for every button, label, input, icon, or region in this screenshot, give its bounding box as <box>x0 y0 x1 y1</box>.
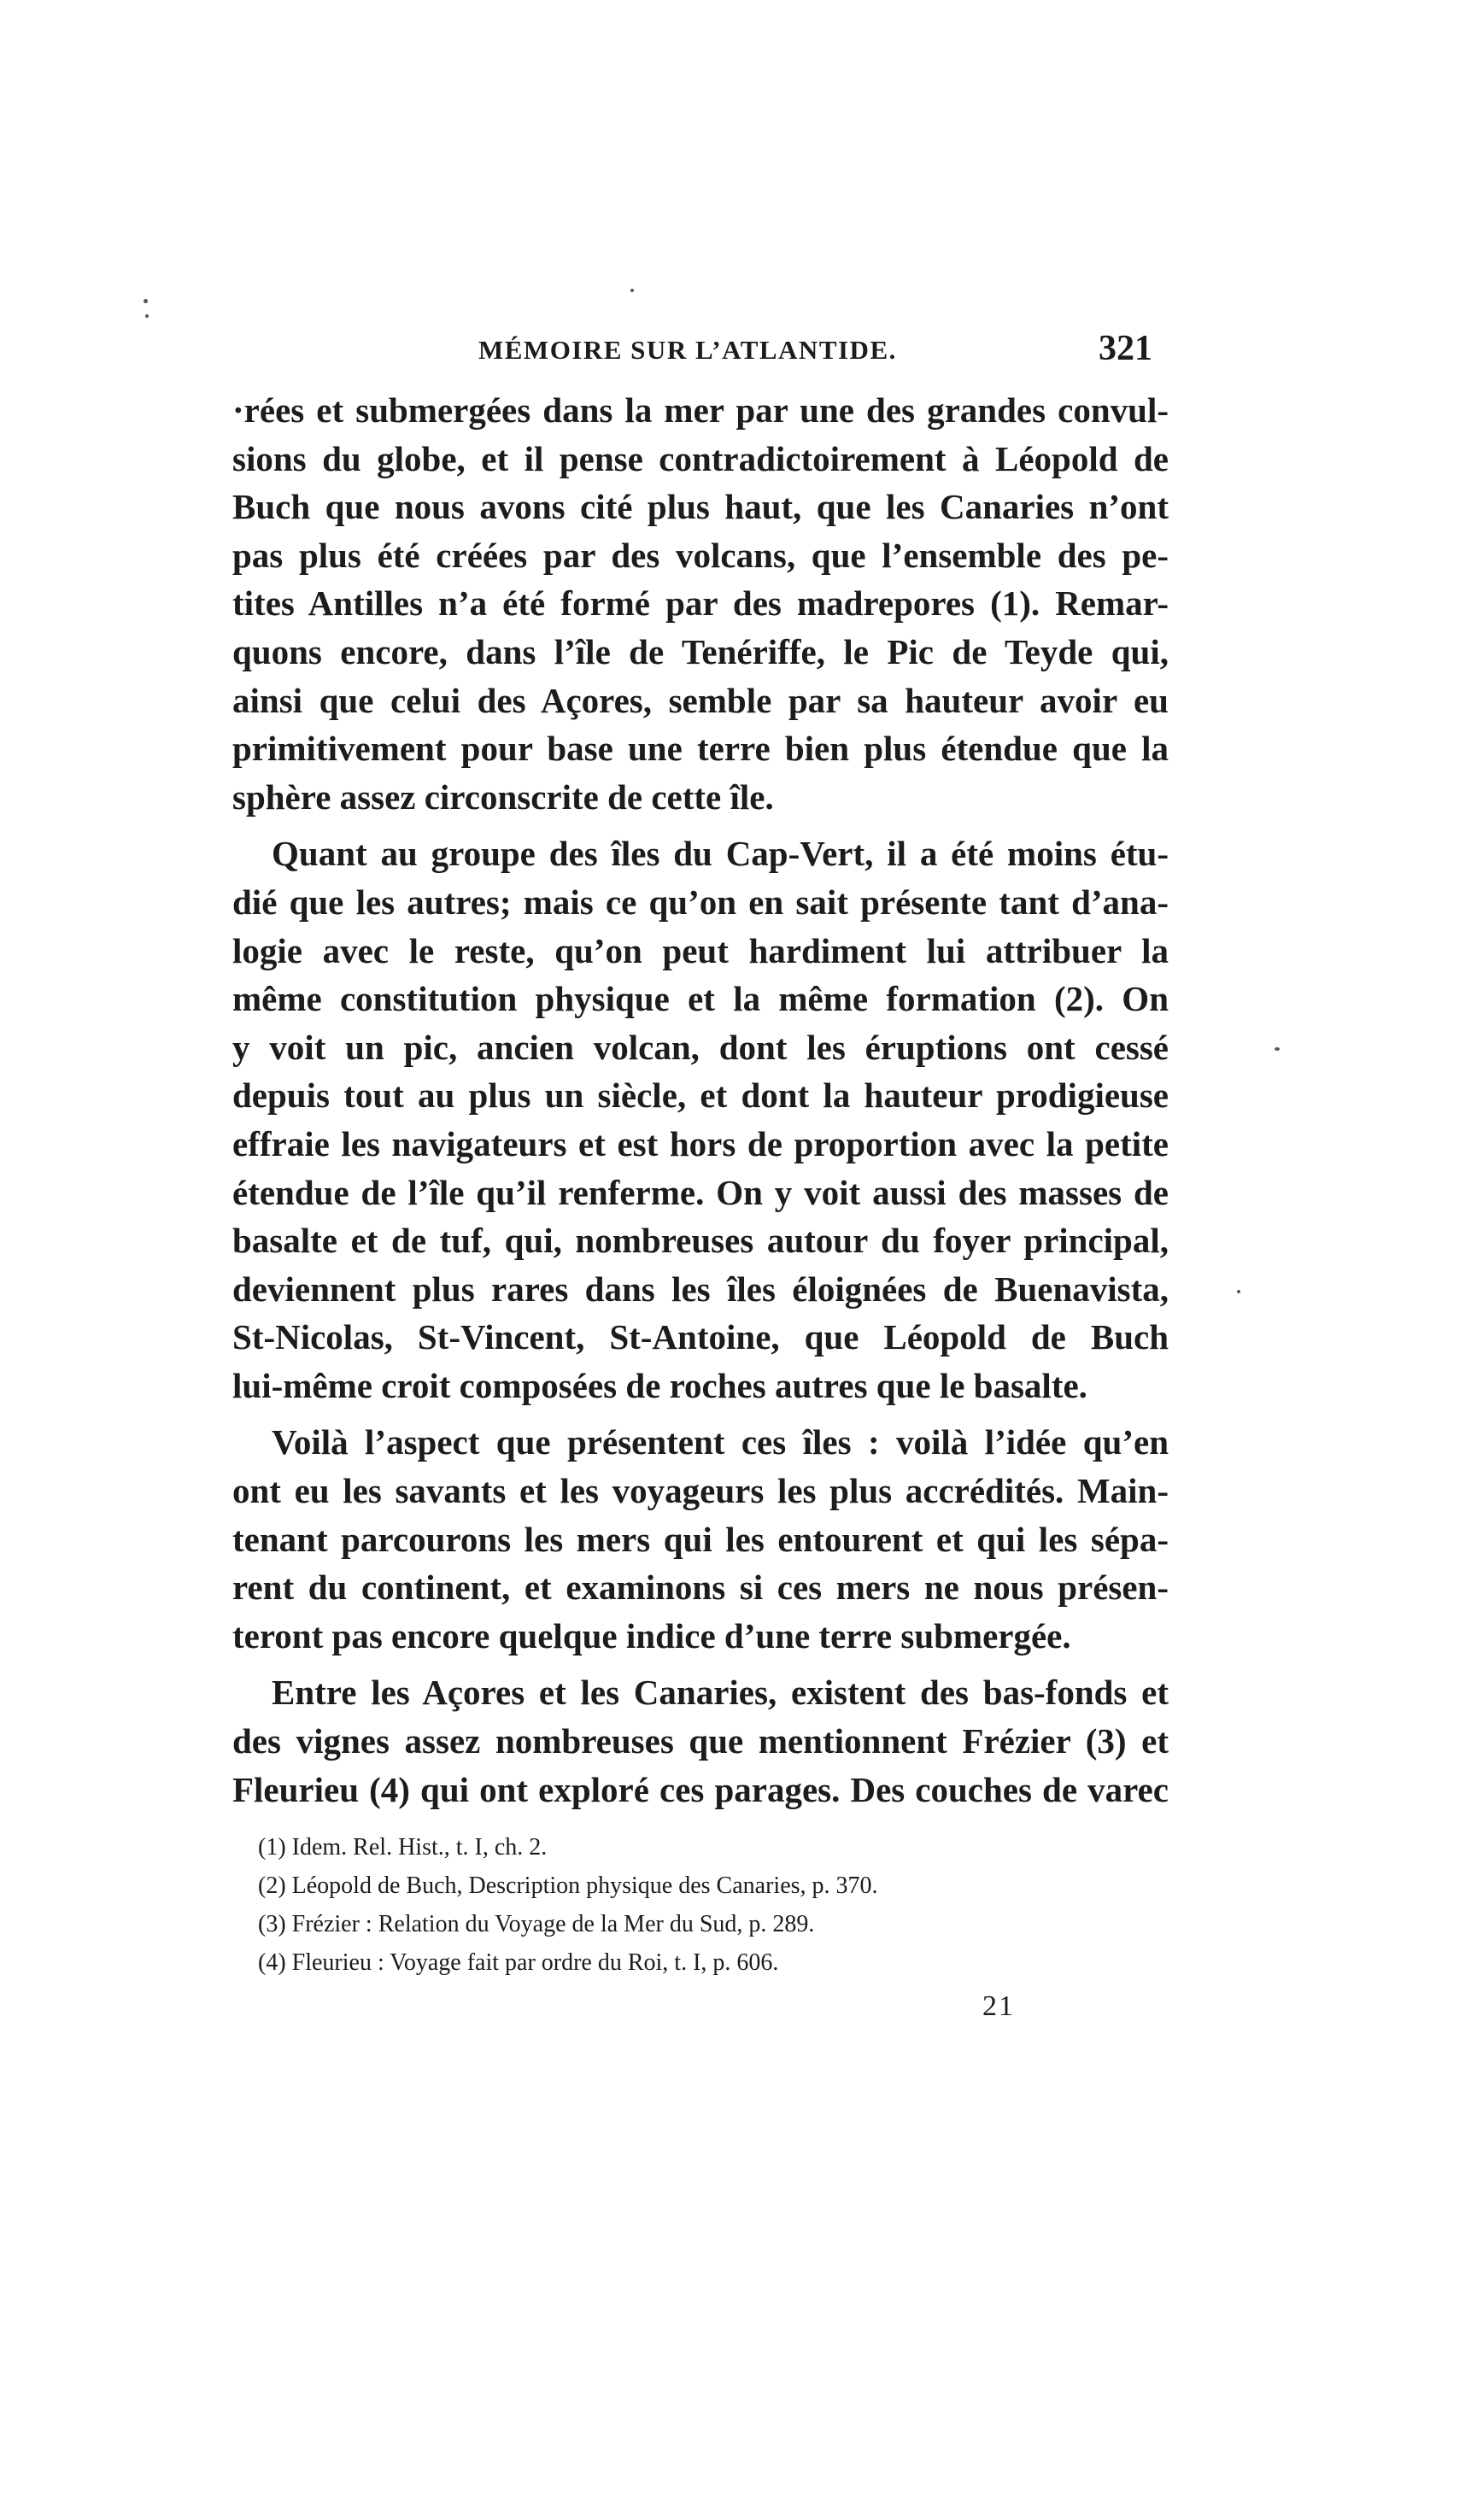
footnote: (3) Frézier : Relation du Voyage de la Mer du Sud, p. 289. <box>258 1911 815 1937</box>
signature-mark: 21 <box>982 1990 1015 2022</box>
text-line: tenant parcourons les mers qui les entourent et qui les sépa- <box>232 1519 1169 1559</box>
text-line: rent du continent, et examinons si ces mers ne nous présen- <box>232 1568 1169 1608</box>
text-line: Entre les Açores et les Canaries, existent des bas-fonds et <box>272 1673 1169 1713</box>
text-line: logie avec le reste, qu’on peut hardiment lui attribuer la <box>232 930 1169 970</box>
paper-speck <box>144 299 148 303</box>
text-line: Buch que nous avons cité plus haut, que les Canaries n’ont <box>232 487 1169 527</box>
text-line: Quant au groupe des îles du Cap-Vert, il a été moins étu- <box>272 834 1169 874</box>
text-line: teront pas encore quelque indice d’une terre submergée. <box>232 1615 1071 1656</box>
text-line: étendue de l’île qu’il renferme. On y voit aussi des masses de <box>232 1172 1169 1212</box>
paper-speck <box>1275 1047 1280 1051</box>
text-line: lui-même croit composées de roches autres que le basalte. <box>232 1365 1087 1405</box>
text-line: Fleurieu (4) qui ont exploré ces parages. Des couches de varec <box>232 1769 1169 1809</box>
paragraph-gap <box>232 821 1169 829</box>
paper-speck <box>1237 1290 1240 1293</box>
text-line: effraie les navigateurs et est hors de proportion avec la petite <box>232 1123 1169 1163</box>
text-line: ·rées et submergées dans la mer par une des grandes convul- <box>232 390 1169 430</box>
text-line: basalte et de tuf, qui, nombreuses autour du foyer principal, <box>232 1221 1169 1261</box>
footnotes <box>258 1828 1112 1982</box>
text-line: depuis tout au plus un siècle, et dont la hauteur prodigieuse <box>232 1075 1169 1116</box>
text-line: Voilà l’aspect que présentent ces îles : voilà l’idée qu’en <box>272 1422 1169 1462</box>
text-line: pas plus été créées par des volcans, que l’ensemble des pe- <box>232 535 1169 575</box>
paper-speck <box>630 289 634 292</box>
text-line: y voit un pic, ancien volcan, dont les éruptions ont cessé <box>232 1027 1169 1067</box>
text-line: deviennent plus rares dans les îles éloignées de Buenavista, <box>232 1269 1169 1309</box>
text-line: des vignes assez nombreuses que mentionnent Frézier (3) et <box>232 1721 1169 1761</box>
text-line: tites Antilles n’a été formé par des madrepores (1). Remar- <box>232 583 1169 624</box>
paragraph-gap <box>232 1409 1169 1418</box>
footnote: (4) Fleurieu : Voyage fait par ordre du Roi, t. I, p. 606. <box>258 1949 779 1976</box>
paper-speck <box>145 314 149 318</box>
text-line: sphère assez circonscrite de cette île. <box>232 777 774 817</box>
text-line: ont eu les savants et les voyageurs les plus accrédités. Main- <box>232 1471 1169 1511</box>
text-line: sions du globe, et il pense contradictoirement à Léopold de <box>232 438 1169 478</box>
text-line: quons encore, dans l’île de Tenériffe, le Pic de Teyde qui, <box>232 631 1169 671</box>
text-line: ainsi que celui des Açores, semble par sa hauteur avoir eu <box>232 680 1169 720</box>
body-text <box>232 386 1169 1814</box>
text-line: St-Nicolas, St-Vincent, St-Antoine, que Léopold de Buch <box>232 1317 1169 1357</box>
paragraph-gap <box>232 1660 1169 1668</box>
page-number: 321 <box>1099 329 1152 368</box>
text-line: même constitution physique et la même formation (2). On <box>232 979 1169 1019</box>
text-line: dié que les autres; mais ce qu’on en sait présente tant d’ana- <box>232 882 1169 922</box>
footnote: (2) Léopold de Buch, Description physique des Canaries, p. 370. <box>258 1872 878 1899</box>
text-line: primitivement pour base une terre bien plus étendue que la <box>232 729 1169 769</box>
running-head: MÉMOIRE SUR L’ATLANTIDE. <box>478 335 897 365</box>
footnote: (1) Idem. Rel. Hist., t. I, ch. 2. <box>258 1834 548 1861</box>
